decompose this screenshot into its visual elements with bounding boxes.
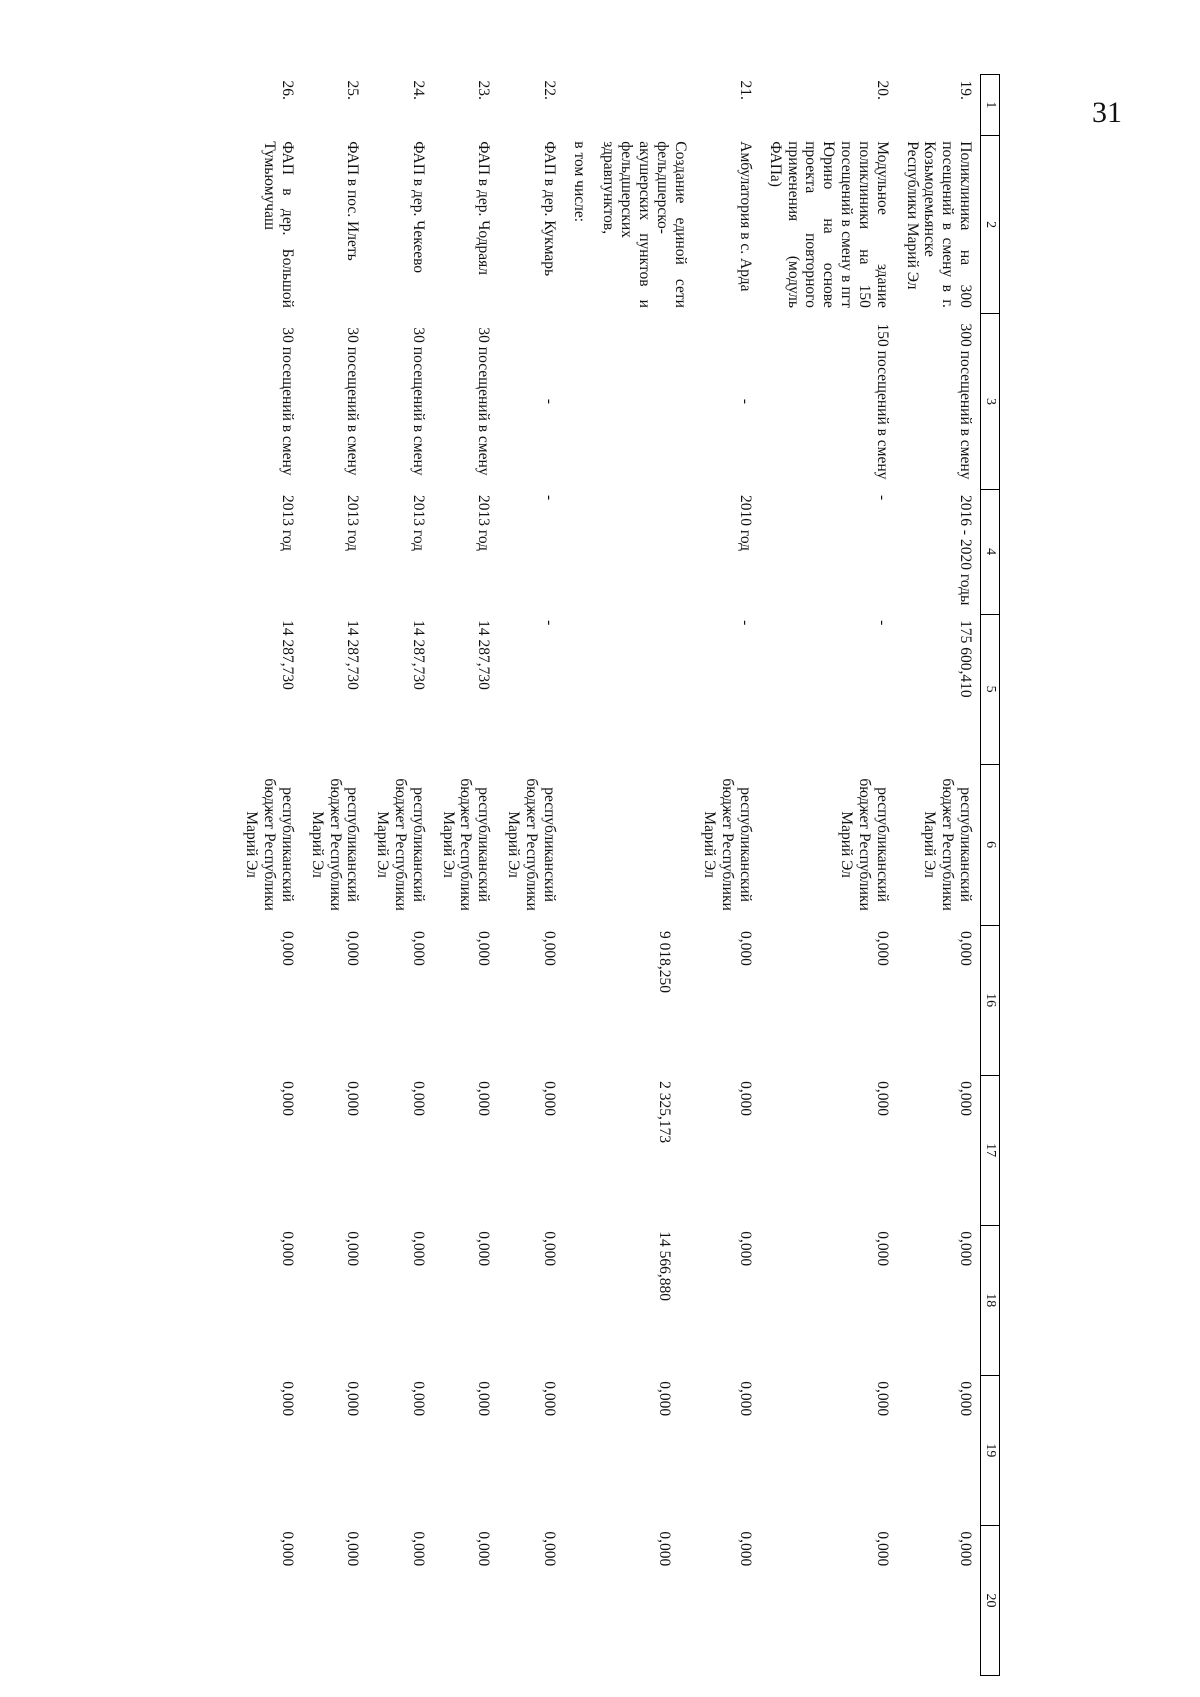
column-header: 17 [981, 1075, 1000, 1225]
row-number-cell: 19. [957, 80, 974, 100]
object-name-cell: ФАП в дер. Кукмарь [540, 141, 558, 277]
funding-source-cell: республиканский бюджет Республики Марий Эл [505, 778, 558, 911]
estimated-cost-cell [594, 614, 695, 764]
column-header: 2 [981, 135, 1000, 314]
page-number: 31 [1092, 96, 1122, 129]
value-col-19-cell: 0,000 [655, 1381, 673, 1417]
construction-years-cell: - [540, 495, 558, 501]
construction-years-cell [564, 489, 594, 614]
object-name-cell: Поликлиника на 300 посещений в смену в г. Козьмодемьянске Республики Марий Эл [903, 141, 974, 308]
value-col-20-cell: 0,000 [957, 1531, 974, 1567]
value-col-18-cell: 0,000 [737, 1231, 755, 1267]
estimated-cost-cell: 14 287,730 [409, 620, 427, 690]
data-table [237, 74, 1000, 1676]
estimated-cost-cell: 14 287,730 [279, 620, 296, 690]
object-name-cell: ФАП в дер. Чодраял [475, 141, 493, 275]
row-number-cell [594, 75, 695, 136]
estimated-cost-cell: 14 287,730 [475, 620, 493, 690]
value-col-18-cell: 0,000 [475, 1231, 493, 1267]
value-col-16-cell [564, 925, 594, 1075]
value-col-16-cell: 0,000 [279, 931, 296, 966]
construction-years-cell: 2013 год [475, 495, 493, 552]
funding-source-cell [564, 764, 594, 925]
table-row [498, 75, 563, 1676]
construction-years-cell: 2013 год [344, 495, 362, 552]
value-col-16-cell: 0,000 [409, 931, 427, 966]
row-number-cell: 20. [873, 80, 891, 100]
row-number-cell [564, 75, 594, 136]
column-header: 18 [981, 1225, 1000, 1375]
construction-years-cell: 2016 - 2020 годы [957, 495, 974, 606]
value-col-20-cell: 0,000 [737, 1531, 755, 1567]
value-col-17-cell: 0,000 [279, 1081, 296, 1116]
value-col-19-cell [564, 1375, 594, 1525]
table-body [237, 75, 981, 1676]
funding-source-cell: республиканский бюджет Республики Марий Эл [921, 778, 974, 911]
table-row [367, 75, 432, 1676]
object-name-cell: в том числе: [570, 141, 588, 223]
row-number-cell: 24. [409, 80, 427, 100]
value-col-17-cell: 0,000 [957, 1081, 974, 1116]
value-col-19-cell: 0,000 [475, 1381, 493, 1417]
row-number-cell: 23. [475, 80, 493, 100]
value-col-16-cell: 0,000 [873, 931, 891, 966]
value-col-17-cell: 0,000 [540, 1081, 558, 1116]
header-row [981, 75, 1000, 1676]
funding-source-cell: республиканский бюджет Республики Марий Эл [838, 778, 891, 911]
column-header: 6 [981, 764, 1000, 925]
funding-source-cell: республиканский бюджет Республики Марий Эл [243, 778, 296, 911]
value-col-17-cell: 0,000 [475, 1081, 493, 1116]
estimated-cost-cell [564, 614, 594, 764]
value-col-16-cell: 0,000 [540, 931, 558, 966]
object-name-cell: Модульное здание поликлиники на 150 посещений в смену в пгт Юрино на основе проекта повторного применения (модуль ФАПа) [766, 141, 891, 308]
value-col-19-cell: 0,000 [957, 1381, 974, 1417]
construction-years-cell: - [873, 495, 891, 501]
funding-source-cell: республиканский бюджет Республики Марий Эл [308, 778, 362, 911]
value-col-17-cell [564, 1075, 594, 1225]
value-col-19-cell: 0,000 [540, 1381, 558, 1417]
value-col-17-cell: 0,000 [873, 1081, 891, 1116]
object-name-cell: ФАП в пос. Илеть [344, 141, 362, 261]
column-header: 16 [981, 925, 1000, 1075]
capacity-cell: 30 посещений в смену [409, 327, 427, 476]
table-row [564, 75, 594, 1676]
value-col-18-cell: 14 566,880 [655, 1231, 673, 1301]
row-number-cell: 25. [344, 80, 362, 100]
construction-years-cell: 2013 год [279, 495, 296, 552]
estimated-cost-cell: - [540, 620, 558, 626]
object-name-cell: ФАП в дер. Чекеево [409, 141, 427, 274]
column-header: 20 [981, 1525, 1000, 1675]
value-col-19-cell: 0,000 [344, 1381, 362, 1417]
table-row [594, 75, 695, 1676]
funding-source-cell: республиканский бюджет Республики Марий Эл [701, 778, 755, 911]
row-number-cell: 22. [540, 80, 558, 100]
row-number-cell: 26. [279, 80, 296, 100]
object-name-cell: Создание единой сети фельдшерско-акушерских пунктов и фельдшерских здравпунктов, [600, 141, 689, 308]
value-col-20-cell: 0,000 [475, 1531, 493, 1567]
column-header: 1 [981, 75, 1000, 136]
construction-years-cell [594, 489, 695, 614]
value-col-18-cell: 0,000 [409, 1231, 427, 1267]
value-col-19-cell: 0,000 [737, 1381, 755, 1417]
estimated-cost-cell: - [737, 620, 755, 626]
value-col-16-cell: 0,000 [475, 931, 493, 966]
value-col-17-cell: 0,000 [344, 1081, 362, 1116]
capacity-cell: 30 посещений в смену [475, 327, 493, 476]
capacity-cell: - [737, 398, 755, 405]
value-col-19-cell: 0,000 [873, 1381, 891, 1417]
estimated-cost-cell: 14 287,730 [344, 620, 362, 690]
column-header: 19 [981, 1375, 1000, 1525]
value-col-18-cell: 0,000 [873, 1231, 891, 1267]
value-col-17-cell: 2 325,173 [655, 1081, 673, 1144]
value-col-18-cell [564, 1225, 594, 1375]
table-row [897, 75, 981, 1676]
value-col-20-cell: 0,000 [540, 1531, 558, 1567]
value-col-19-cell: 0,000 [409, 1381, 427, 1417]
capacity-cell: 30 посещений в смену [344, 327, 362, 476]
construction-years-cell: 2010 год [737, 495, 755, 552]
value-col-18-cell: 0,000 [344, 1231, 362, 1267]
object-name-cell: ФАП в дер. Большой Тумьюмучаш [261, 141, 296, 308]
capacity-cell: 30 посещений в смену [279, 327, 296, 476]
value-col-16-cell: 0,000 [957, 931, 974, 966]
value-col-20-cell: 0,000 [409, 1531, 427, 1567]
value-col-18-cell: 0,000 [279, 1231, 296, 1267]
estimated-cost-cell: - [873, 620, 891, 626]
value-col-20-cell: 0,000 [655, 1531, 673, 1567]
column-header: 5 [981, 614, 1000, 764]
rotated-table-wrapper [180, 74, 1000, 1676]
table-row [302, 75, 367, 1676]
funding-source-cell [594, 764, 695, 925]
value-col-19-cell: 0,000 [279, 1381, 296, 1417]
value-col-17-cell: 0,000 [737, 1081, 755, 1116]
column-header: 4 [981, 489, 1000, 614]
capacity-cell [564, 314, 594, 489]
table-row [760, 75, 897, 1676]
column-header: 3 [981, 314, 1000, 489]
row-number-cell: 21. [737, 80, 755, 100]
construction-years-cell: 2013 год [409, 495, 427, 552]
value-col-20-cell [564, 1525, 594, 1675]
value-col-18-cell: 0,000 [540, 1231, 558, 1267]
value-col-20-cell: 0,000 [873, 1531, 891, 1567]
capacity-cell: - [540, 398, 558, 405]
value-col-18-cell: 0,000 [957, 1231, 974, 1267]
value-col-16-cell: 0,000 [737, 931, 755, 966]
value-col-16-cell: 0,000 [344, 931, 362, 966]
table-row [237, 75, 302, 1676]
value-col-16-cell: 9 018,250 [655, 931, 673, 994]
capacity-cell [594, 314, 695, 489]
value-col-20-cell: 0,000 [344, 1531, 362, 1567]
capacity-cell: 150 посещений в смену [873, 323, 891, 480]
table-row [695, 75, 760, 1676]
funding-source-cell: республиканский бюджет Республики Марий Эл [439, 778, 493, 911]
funding-source-cell: республиканский бюджет Республики Марий Эл [374, 778, 427, 911]
estimated-cost-cell: 175 600,410 [957, 620, 974, 698]
capacity-cell: 300 посещений в смену [957, 323, 974, 480]
table-row [433, 75, 498, 1676]
value-col-17-cell: 0,000 [409, 1081, 427, 1116]
value-col-20-cell: 0,000 [279, 1531, 296, 1567]
object-name-cell: Амбулатория в с. Арда [737, 141, 755, 292]
